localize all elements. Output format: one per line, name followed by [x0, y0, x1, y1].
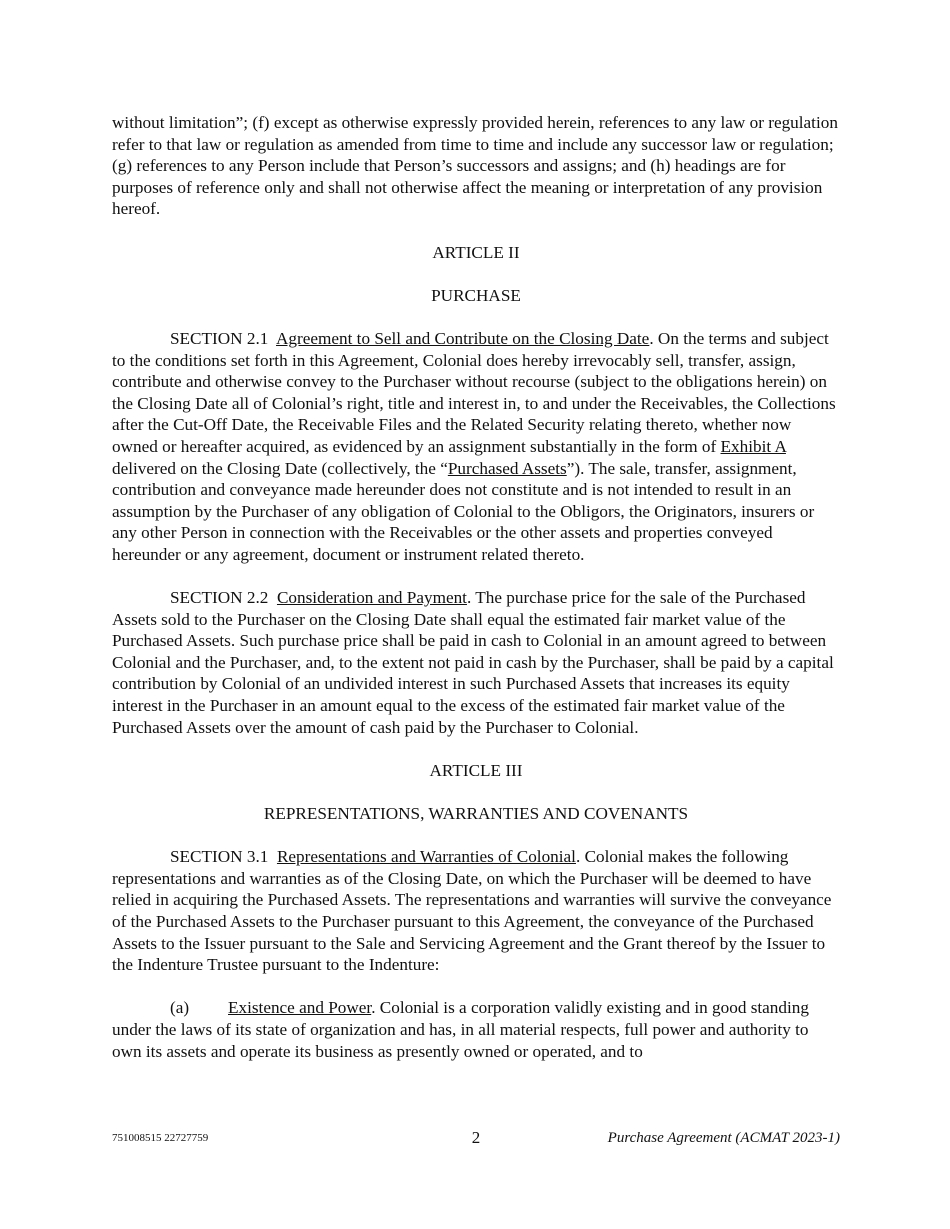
section-3-1 — [112, 846, 840, 976]
section-heading: Agreement to Sell and Contribute on the Closing Date — [276, 328, 650, 348]
section-number: SECTION 2.2 — [170, 588, 269, 608]
document-page — [112, 112, 840, 1084]
section-text: delivered on the Closing Date (collectively, the “ — [112, 458, 448, 478]
section-number: SECTION 3.1 — [170, 847, 269, 867]
page-footer — [112, 1128, 840, 1152]
section-2-2 — [112, 587, 840, 738]
article-2-subtitle: PURCHASE — [431, 285, 521, 305]
document-id: 751008515 22727759 — [112, 1132, 209, 1144]
section-heading: Representations and Warranties of Colonial — [276, 847, 576, 867]
exhibit-reference: Exhibit A — [720, 436, 786, 456]
section-number: SECTION 2.1 — [170, 328, 269, 348]
page-number: 2 — [471, 1128, 481, 1147]
paragraph-interpretation: without limitation”; (f) except as otherwise expressly provided herein, references to any law or regulation refer to that law or regulation as amended from time to time and include any successor law or regulation; (g) references to any Person include that Person’s successors and assigns; and (h) headings are for purposes of reference only and shall not otherwise affect the meaning or interpretation of any provision hereof. — [112, 113, 838, 219]
article-2-title: ARTICLE II — [432, 242, 520, 262]
section-2-1 — [112, 328, 840, 566]
article-3-subtitle: REPRESENTATIONS, WARRANTIES AND COVENANTS — [263, 804, 689, 823]
subsection-label: (a) — [170, 998, 190, 1018]
subsection-a — [112, 997, 840, 1062]
article-3-title: ARTICLE III — [429, 760, 523, 780]
subsection-heading: Existence and Power — [228, 998, 372, 1018]
footer-title: Purchase Agreement (ACMAT 2023-1) — [607, 1130, 840, 1146]
section-text: . Colonial makes the following representations and warranties as of the Closing Date, on which the Purchaser will be deemed to have relied in acquiring the Purchased Assets. The representations and warranties will survive the conveyance of the Purchased Assets to the Purchaser pursuant to this Agreement, the conveyance of the Purchased Assets to the Issuer pursuant to the Sale and Servicing Agreement and the Grant thereof by the Issuer to the Indenture Trustee pursuant to the Indenture: — [112, 847, 832, 975]
defined-term: Purchased Assets — [447, 458, 567, 478]
section-text: . The purchase price for the sale of the Purchased Assets sold to the Purchaser on the Closing Date shall equal the estimated fair market value of the Purchased Assets. Such purchase price shall be paid in cash to Colonial in an amount agreed to between Colonial and the Purchaser, and, to the extent not paid in cash by the Purchaser, shall be paid by a capital contribution by Colonial of an undivided interest in such Purchased Assets that increases its equity interest in the Purchaser in an amount equal to the excess of the estimated fair market value of the Purchased Assets over the amount of cash paid by the Purchaser to Colonial. — [112, 588, 834, 737]
section-text: ”). The sale, transfer, assignment, contribution and conveyance made hereunder does not constitute and is not intended to result in an assumption by the Purchaser of any obligation of Colonial to the Obligors, the Originators, insurers or any other Person in connection with the Receivables or the other assets and properties conveyed hereunder or any agreement, document or instrument related thereto. — [112, 458, 815, 564]
section-heading: Consideration and Payment — [276, 588, 467, 608]
section-text: . Colonial is a corporation validly existing and in good standing under the laws of its state of organization and has, in all material respects, full power and authority to own its assets and operate its business as presently owned or operated, and to — [112, 998, 809, 1061]
section-text: . On the terms and subject to the conditions set forth in this Agreement, Colonial does hereby irrevocably sell, transfer, assign, contribute and otherwise convey to the Purchaser without recourse (subject to the obligations herein) on the Closing Date all of Colonial’s right, title and interest in, to and under the Receivables, the Collections after the Cut-Off Date, the Receivable Files and the Related Security relating thereto, whether now owned or hereafter acquired, as evidenced by an assignment substantially in the form of — [112, 328, 836, 456]
